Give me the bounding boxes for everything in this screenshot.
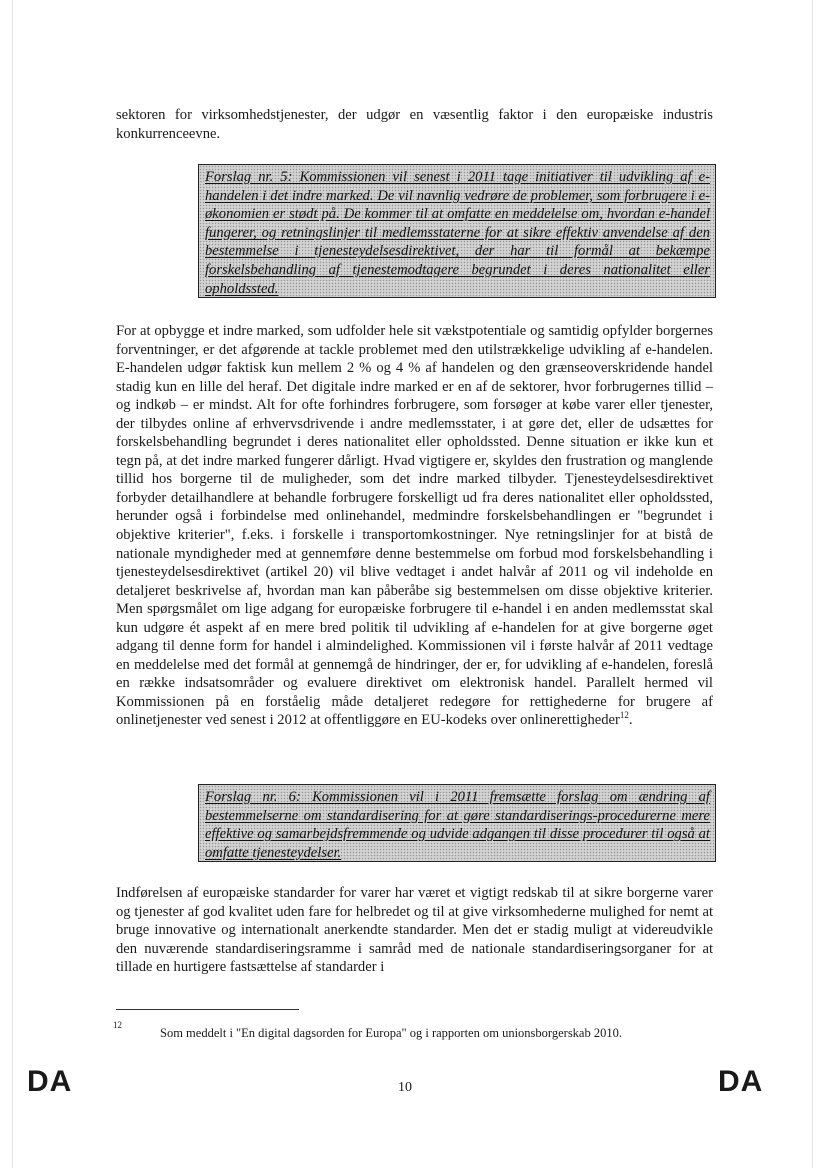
last-paragraph: Indførelsen af europæiske standarder for varer har været et vigtigt redskab til at sikre borgerne varer og tjenester af god kvalitet uden fare for helbredet og til at give virksomhederne mulighed for nemt at bruge innovative og internationalt anerkendte standarder. Men det er stadig muligt at videreudvikle den nuværende standardiseringsramme i samråd med de nationale standardiseringsorganer for at tillade en hurtigere fastsættelse af standarder i: [116, 885, 713, 975]
scan-edge-left: [12, 0, 13, 1168]
footnote-number: 12: [113, 1020, 122, 1030]
scan-edge-right: [812, 0, 813, 1168]
top-paragraph: sektoren for virksomhedstjenester, der udgør en væsentlig faktor i den europæiske industris konkurrenceevne.: [116, 107, 713, 142]
language-code-right: DA: [718, 1065, 764, 1098]
proposal-5-box: [198, 164, 716, 298]
footnote-divider: [116, 1009, 299, 1010]
main-paragraph-text: For at opbygge et indre marked, som udfolder hele sit vækstpotentiale og samtidig opfylder borgernes forventninger, er det afgørende at tackle problemet med den utilstrækkelige udvikling af e-handelen. E-handelen udgør faktisk kun mellem 2 % og 4 % af handelen og den grænseoverskridende handel stadig kun en lille del heraf. Det digitale indre marked er en af de sektorer, hvor forbrugernes tillid – og indkøb – er mindst. Alt for ofte forhindres forbrugere, som forsøger at købe varer eller tjenester, der tilbydes online af erhvervsdrivende i andre medlemsstater, i at gøre det, eller de udsættes for forskelsbehandling begrundet i deres nationalitet eller opholdssted. Denne situation er ikke kun et tegn på, at det indre marked fungerer dårligt. Hvad vigtigere er, skyldes den frustration og manglende tillid hos borgerne til de muligheder, som det indre marked tilbyder. Tjenesteydelsesdirektivet forbyder detailhandlere at behandle forbrugere forskelligt ud fra deres nationalitet eller opholdssted, herunder også i forbindelse med onlinehandel, medmindre forskelsbehandlingen er "begrundet i objektive kriterier", f.eks. i forskelle i transportomkostninger. Nye retningslinjer for at bistå de nationale myndigheder med at gennemføre denne bestemmelse om forbud mod forskelsbehandling i tjenesteydelsesdirektivet (artikel 20) vil blive vedtaget i andet halvår af 2011 og vil indeholde en detaljeret beskrivelse af, hvordan man kan påberåbe sig bestemmelsen om disse objektive kriterier. Men spørgsmålet om lige adgang for europæiske forbrugere til e-handel i en anden medlemsstat skal kun udgøre ét aspekt af en mere bred politik til udvikling af e-handelen for at give borgerne øget adgang til denne form for handel i almindelighed. Kommissionen vil i første halvår af 2011 vedtage en meddelelse med det formål at gennemgå de hindringer, der er, for udvikling af e-handelen, foreslå en række indsatsområder og evaluere direktivet om elektronisk handel. Parallelt hermed vil Kommissionen på en forståelig måde detaljeret redegøre for rettighederne for brugere af onlinetjenester ved senest i 2012 at offentliggøre en EU-kodeks over onlinerettigheder: [116, 323, 713, 729]
main-paragraph-end: .: [628, 712, 633, 729]
page-number: 10: [398, 1080, 412, 1095]
proposal-6-box: [198, 784, 716, 862]
main-paragraph: [116, 322, 713, 730]
proposal-6-text: Forslag nr. 6: Kommissionen vil i 2011 fremsætte forslag om ændring af bestemmelserne om standardisering for at gøre standardiserings-procedurerne mere effektive og samarbejdsfremmende og udvide adgangen til disse procedurer til også at omfatte tjenesteydelser.: [205, 789, 710, 861]
language-code-left: DA: [27, 1065, 73, 1098]
footnote-reference: 12: [619, 710, 629, 721]
proposal-5-text: Forslag nr. 5: Kommissionen vil senest i 2011 tage initiativer til udvikling af e-handelen i det indre marked. De vil navnlig vedrøre de problemer, som forbrugere i e-økonomien er stødt på. De kommer til at omfatte en meddelelse om, hvordan e-handel fungerer, og retningslinjer til medlemsstaterne for at sikre effektiv anvendelse af den bestemmelse i tjenesteydelsesdirektivet, der har til formål at bekæmpe forskelsbehandling af tjenestemodtagere begrundet i deres nationalitet eller opholdssted.: [205, 169, 710, 297]
footnote-text: Som meddelt i "En digital dagsorden for Europa" og i rapporten om unionsborgerskab 2010.: [160, 1026, 622, 1040]
